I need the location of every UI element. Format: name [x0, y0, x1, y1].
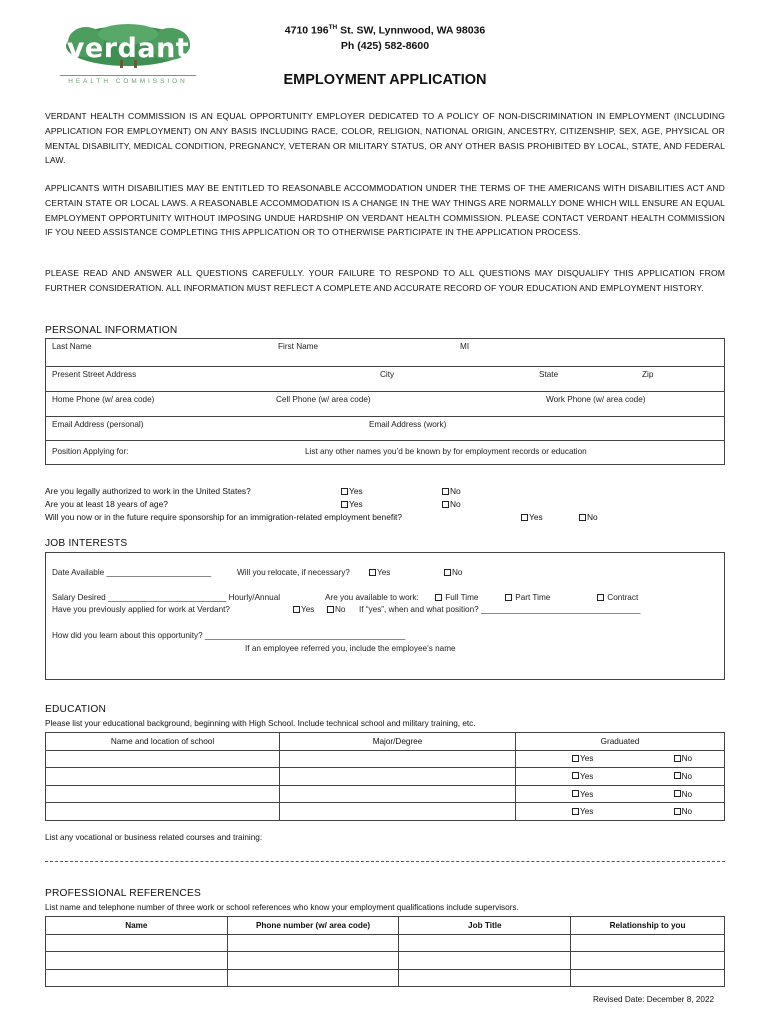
- logo-divider: [60, 75, 196, 76]
- checkbox-icon: [674, 772, 681, 779]
- applied-before-question: Have you previously applied for work at Verdant?: [52, 605, 230, 614]
- option-label: Yes: [529, 512, 543, 522]
- checkbox-icon: [674, 808, 681, 815]
- option-label: Yes: [349, 499, 363, 509]
- applied-before-yes[interactable]: [293, 605, 314, 614]
- divider: [46, 440, 724, 441]
- sponsorship-question: Will you now or in the future require sponsorship for an immigration-related employment benefit?: [45, 512, 403, 522]
- col-phone: Phone number (w/ area code): [227, 917, 399, 935]
- option-label: Contract: [607, 593, 639, 602]
- option-label: Part Time: [515, 593, 551, 602]
- ref-phone-cell[interactable]: [227, 934, 399, 952]
- option-label: Yes: [349, 486, 363, 496]
- graduated-yes[interactable]: [516, 803, 634, 821]
- checkbox-icon: [572, 755, 579, 762]
- job-interests-box: [45, 552, 725, 680]
- col-job-title: Job Title: [399, 917, 571, 935]
- address-block: [240, 20, 530, 54]
- option-label: No: [587, 512, 598, 522]
- address-ordinal: TH: [328, 24, 338, 31]
- references-table: [45, 916, 725, 987]
- date-available-field[interactable]: Date Available _______________________: [52, 568, 212, 577]
- table-row: [46, 785, 725, 803]
- checkbox-icon: [572, 808, 579, 815]
- email-personal-field[interactable]: Email Address (personal): [52, 420, 144, 429]
- relocate-no[interactable]: [444, 568, 462, 577]
- table-row: [46, 768, 725, 786]
- school-cell[interactable]: [46, 750, 280, 768]
- ref-relationship-cell[interactable]: [571, 952, 725, 970]
- option-label: No: [681, 771, 693, 781]
- state-field[interactable]: State: [539, 370, 559, 379]
- major-cell[interactable]: [280, 803, 516, 821]
- option-label: No: [681, 754, 693, 764]
- education-instructions: Please list your educational background, beginning with High School. Include technical school and military training, etc.: [45, 719, 476, 728]
- graduated-yes[interactable]: [516, 768, 634, 786]
- graduated-yes[interactable]: [516, 750, 634, 768]
- checkbox-icon: [327, 606, 334, 613]
- relocate-question: Will you relocate, if necessary?: [237, 568, 350, 577]
- major-cell[interactable]: [280, 785, 516, 803]
- ref-name-cell[interactable]: [46, 934, 228, 952]
- street-address-line: [240, 20, 530, 39]
- ref-name-cell[interactable]: [46, 952, 228, 970]
- school-cell[interactable]: [46, 768, 280, 786]
- last-name-field[interactable]: Last Name: [52, 342, 92, 351]
- graduated-no[interactable]: [634, 750, 725, 768]
- checkbox-icon: [444, 569, 451, 576]
- option-label: No: [681, 789, 693, 799]
- city-field[interactable]: City: [380, 370, 395, 379]
- ref-name-cell[interactable]: [46, 969, 228, 987]
- divider: [46, 416, 724, 417]
- checkbox-icon: [369, 569, 376, 576]
- education-table: [45, 732, 725, 821]
- checkbox-icon: [572, 790, 579, 797]
- option-label: Full Time: [445, 593, 479, 602]
- checkbox-icon: [674, 755, 681, 762]
- mi-field[interactable]: MI: [460, 342, 470, 351]
- street-address-field[interactable]: Present Street Address: [52, 370, 137, 379]
- cell-phone-field[interactable]: Cell Phone (w/ area code): [276, 395, 371, 404]
- ref-job-cell[interactable]: [399, 952, 571, 970]
- salary-desired-field[interactable]: Salary Desired __________________________ Hourly/Annual: [52, 593, 281, 602]
- revised-date: Revised Date: December 8, 2022: [593, 995, 715, 1004]
- logo-wordmark: verdant: [66, 33, 190, 64]
- references-heading: PROFESSIONAL REFERENCES: [45, 888, 201, 899]
- phone-line: Ph (425) 582-8600: [340, 39, 430, 52]
- work-authorization-question: Are you legally authorized to work in the United States?: [45, 486, 251, 496]
- job-interests-heading: JOB INTERESTS: [45, 538, 128, 549]
- table-row: [46, 750, 725, 768]
- option-label: No: [681, 807, 693, 817]
- checkbox-icon: [505, 594, 512, 601]
- table-row: [46, 969, 725, 987]
- eeo-statement: VERDANT HEALTH COMMISSION IS AN EQUAL OPPORTUNITY EMPLOYER DEDICATED TO A POLICY OF NON-DISCRIMINATION IN EMPLOYMENT (INCLUDING APPLICATION FOR EMPLOYMENT) ON ANY BASIS INCLUDING RACE, COLOR, RELIGION, NATIONAL ORIGIN, ANCESTRY, CITIZENSHIP, SEX, AGE, PHYSICAL OR MENTAL DISABILITY, MEDICAL CONDITION, PREGNANCY, VETERAN OR MILITARY STATUS, OR ANY OTHER BASIS PROHIBITED BY LOCAL, STATE, AND FEDERAL LAW.: [45, 111, 725, 166]
- referral-source-field[interactable]: How did you learn about this opportunity? ____________________________________________: [52, 631, 406, 640]
- age-question: Are you at least 18 years of age?: [45, 499, 168, 509]
- sponsorship-no[interactable]: [579, 512, 598, 522]
- graduated-yes[interactable]: [516, 785, 634, 803]
- age-no[interactable]: [442, 499, 461, 509]
- referral-hint: If an employee referred you, include the employee’s name: [245, 644, 456, 653]
- availability-question: Are you available to work:: [325, 593, 419, 602]
- personal-info-box: [45, 338, 725, 465]
- checkbox-icon: [341, 501, 348, 508]
- checkbox-icon: [442, 501, 449, 508]
- option-label: No: [450, 486, 461, 496]
- instructions-statement: PLEASE READ AND ANSWER ALL QUESTIONS CAREFULLY. YOUR FAILURE TO RESPOND TO ALL QUESTIONS MAY DISQUALIFY THIS APPLICATION FROM FURTHER CONSIDERATION. ALL INFORMATION MUST REFLECT A COMPLETE AND ACCURATE RECORD OF YOUR EDUCATION AND EMPLOYMENT HISTORY.: [45, 268, 725, 293]
- option-label: Yes: [580, 771, 594, 781]
- checkbox-icon: [597, 594, 604, 601]
- checkbox-icon: [293, 606, 300, 613]
- col-major: Major/Degree: [280, 733, 516, 751]
- accommodation-statement: APPLICANTS WITH DISABILITIES MAY BE ENTITLED TO REASONABLE ACCOMMODATION UNDER THE TERMS OF THE AMERICANS WITH DISABILITIES ACT AND CERTAIN STATE OR LOCAL LAWS. A REASONABLE ACCOMMODATION IS A CHANGE IN THE WAY THINGS ARE NORMALLY DONE WHICH WILL ENSURE AN EQUAL EMPLOYMENT OPPORTUNITY WITHOUT IMPOSING UNDUE HARDSHIP ON VERDANT HEALTH COMMISSION. PLEASE CONTACT VERDANT HEALTH COMMISSION IF YOU NEED ASSISTANCE COMPLETING THIS APPLICATION OR TO OTHERWISE PARTICIPATE IN THE APPLICATION PROCESS.: [45, 183, 725, 238]
- home-phone-field[interactable]: Home Phone (w/ area code): [52, 395, 155, 404]
- school-cell[interactable]: [46, 785, 280, 803]
- option-label: No: [335, 605, 346, 614]
- option-label: Yes: [580, 754, 594, 764]
- address-rest: St. SW, Lynnwood, WA 98036: [337, 24, 486, 37]
- option-label: Yes: [580, 807, 594, 817]
- graduated-no[interactable]: [634, 768, 725, 786]
- checkbox-icon: [572, 772, 579, 779]
- option-label: Yes: [580, 789, 594, 799]
- school-cell[interactable]: [46, 803, 280, 821]
- col-relationship: Relationship to you: [571, 917, 725, 935]
- work-authorization-yes[interactable]: [341, 486, 363, 496]
- full-time-option[interactable]: [435, 593, 479, 602]
- work-phone-field[interactable]: Work Phone (w/ area code): [546, 395, 646, 404]
- relocate-yes[interactable]: [369, 568, 390, 577]
- email-work-field[interactable]: Email Address (work): [369, 420, 447, 429]
- checkbox-icon: [674, 790, 681, 797]
- graduated-no[interactable]: [634, 785, 725, 803]
- previous-position-field[interactable]: If “yes”, when and what position? ___________________________________: [359, 605, 641, 614]
- ref-relationship-cell[interactable]: [571, 934, 725, 952]
- other-names-field[interactable]: List any other names you’d be known by for employment records or education: [305, 447, 587, 456]
- ref-phone-cell[interactable]: [227, 952, 399, 970]
- ref-job-cell[interactable]: [399, 969, 571, 987]
- vocational-answer-line[interactable]: [45, 861, 725, 862]
- sponsorship-yes[interactable]: [521, 512, 543, 522]
- zip-field[interactable]: Zip: [642, 370, 654, 379]
- checkbox-icon: [521, 514, 528, 521]
- table-header-row: [46, 917, 725, 935]
- ref-job-cell[interactable]: [399, 934, 571, 952]
- table-row: [46, 803, 725, 821]
- age-yes[interactable]: [341, 499, 363, 509]
- education-heading: EDUCATION: [45, 704, 107, 715]
- col-graduated: Graduated: [516, 733, 725, 751]
- divider: [46, 366, 724, 367]
- applied-before-no[interactable]: [327, 605, 345, 614]
- work-authorization-no[interactable]: [442, 486, 461, 496]
- major-cell[interactable]: [280, 768, 516, 786]
- part-time-option[interactable]: [505, 593, 550, 602]
- table-row: [46, 952, 725, 970]
- divider: [46, 391, 724, 392]
- option-label: Yes: [377, 568, 391, 577]
- option-label: Yes: [301, 605, 315, 614]
- personal-info-heading: PERSONAL INFORMATION: [45, 325, 178, 336]
- ref-phone-cell[interactable]: [227, 969, 399, 987]
- table-header-row: [46, 733, 725, 751]
- verdant-logo: [58, 22, 198, 84]
- checkbox-icon: [442, 488, 449, 495]
- checkbox-icon: [579, 514, 586, 521]
- table-row: [46, 934, 725, 952]
- vocational-prompt: List any vocational or business related courses and training:: [45, 833, 263, 842]
- logo-subtitle: HEALTH COMMISSION: [68, 78, 188, 85]
- col-name: Name: [46, 917, 228, 935]
- col-school: Name and location of school: [46, 733, 280, 751]
- checkbox-icon: [435, 594, 442, 601]
- option-label: No: [450, 499, 461, 509]
- contract-option[interactable]: [597, 593, 638, 602]
- ref-relationship-cell[interactable]: [571, 969, 725, 987]
- address-number: 4710 196: [284, 24, 329, 37]
- position-field[interactable]: Position Applying for:: [52, 447, 129, 456]
- references-instructions: List name and telephone number of three work or school references who know your employment qualifications include supervisors.: [45, 903, 519, 912]
- first-name-field[interactable]: First Name: [278, 342, 319, 351]
- checkbox-icon: [341, 488, 348, 495]
- major-cell[interactable]: [280, 750, 516, 768]
- page-title: EMPLOYMENT APPLICATION: [283, 72, 487, 88]
- graduated-no[interactable]: [634, 803, 725, 821]
- option-label: No: [452, 568, 463, 577]
